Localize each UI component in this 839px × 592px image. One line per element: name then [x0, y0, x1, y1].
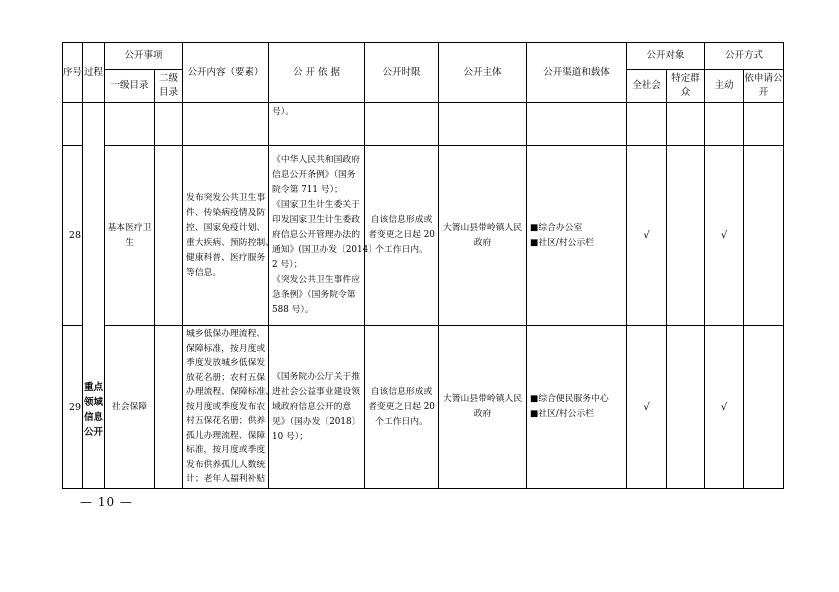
header-seq: 序号: [63, 43, 83, 103]
basis-line: 《中华人民共和国政府: [272, 155, 360, 165]
header-public-items: 公开事项: [105, 43, 183, 70]
basis-line: 《突发公共卫生事件应: [272, 275, 360, 285]
basis-line: 进社会公益事业建设领: [272, 386, 360, 397]
basis-line: 域政府信息公开的意: [272, 401, 352, 412]
header-channel: 公开渠道和载体: [527, 43, 627, 103]
channel-cell: ■综合便民服务中心 ■社区/村公示栏: [527, 326, 627, 489]
subject-cell: 大箐山县带岭镇人民 政府: [439, 146, 527, 326]
content-line: 标准，按月度或季度: [186, 445, 266, 456]
subject-cell: 大箐山县带岭镇人民 政府: [439, 326, 527, 489]
basis-line: 见》（国办发〔2018〕: [272, 416, 361, 427]
level1-cell: 社会保障: [105, 326, 155, 489]
header-content: 公开内容（要素）: [183, 43, 269, 103]
target-specific-check: [667, 146, 705, 326]
basis-line: 《国家卫生计生委关于: [272, 200, 360, 210]
content-line: 城乡低保办理流程、: [186, 329, 266, 340]
time-limit-cell: 自该信息形成或 者变更之日起 20 个工作日内。: [365, 146, 439, 326]
channel-cell: ■综合办公室 ■社区/村公示栏: [527, 146, 627, 326]
header-target-specific: 特定群众: [667, 70, 705, 103]
basis-cell: [269, 103, 365, 146]
page-number: — 10 —: [80, 495, 133, 509]
time-limit-cell: 自该信息形成或 者变更之日起 20 个工作日内。: [365, 326, 439, 489]
header-process: 过程: [83, 43, 105, 103]
target-all-check: √: [627, 326, 667, 489]
basis-cell: [269, 146, 378, 326]
content-line: 件、传染病疫情及防: [186, 207, 266, 218]
table-row: [63, 146, 784, 326]
basis-line: 信息公开条例》（国务: [272, 170, 356, 180]
content-line: 办理流程、保障标准、: [186, 387, 274, 398]
content-line: 等信息。: [186, 267, 222, 278]
row-number: 29: [63, 326, 83, 489]
header-method: 公开方式: [705, 43, 784, 70]
content-line: 村五保花名册；供养: [186, 416, 266, 427]
content-cell: [183, 326, 274, 489]
content-line: 计；老年人福利补贴: [186, 474, 266, 485]
header-level2: 二级目录: [155, 70, 183, 103]
basis-line: 院令第 711 号）；: [272, 185, 343, 195]
process-cell: [83, 103, 105, 489]
content-line: 发布突发公共卫生事: [186, 192, 266, 203]
basis-line: 《国务院办公厅关于推: [272, 371, 360, 382]
table-row: [63, 103, 784, 146]
header-target-all: 全社会: [627, 70, 667, 103]
content-line: 重大疾病、预防控制、: [186, 237, 274, 248]
basis-line: 2 号）；: [272, 260, 303, 270]
basis-line: 10 号）；: [272, 431, 308, 442]
content-line: 季度发放城乡低保发: [186, 358, 266, 369]
target-specific-check: [667, 326, 705, 489]
basis-line: 府信息公开管理办法的: [272, 230, 360, 240]
content-line: 保障标准，按月度或: [186, 343, 266, 354]
content-line: 发布供养孤儿人数统: [186, 459, 266, 470]
disclosure-table: [62, 42, 784, 489]
header-time-limit: 公开时限: [365, 43, 439, 103]
method-request-check: [744, 326, 784, 489]
process-label: 重点领域信息公开: [83, 382, 103, 438]
row-number: 28: [63, 146, 83, 326]
content-line: 放花名册；农村五保: [186, 372, 266, 383]
basis-line: 号）。: [272, 107, 295, 117]
method-active-check: √: [705, 326, 744, 489]
target-all-check: √: [627, 146, 667, 326]
header-level1: 一级目录: [105, 70, 155, 103]
header-row-1: [63, 43, 784, 70]
header-method-request: 依申请公开: [744, 70, 784, 103]
content-line: 健康科普、医疗服务: [186, 252, 266, 263]
basis-line: 588 号）。: [272, 305, 314, 315]
header-target: 公开对象: [627, 43, 705, 70]
header-subject: 公开主体: [439, 43, 527, 103]
content-cell: [183, 146, 274, 326]
header-basis: 公 开 依 据: [269, 43, 365, 103]
table-row: [63, 326, 784, 489]
basis-line: 急条例》（国务院令第: [272, 290, 356, 300]
method-request-check: [744, 146, 784, 326]
header-method-active: 主动: [705, 70, 744, 103]
level1-cell: 基本医疗卫生: [105, 146, 155, 326]
content-line: 孤儿办理流程、保障: [186, 430, 266, 441]
basis-line: 通知》(国卫办发〔2014〕: [272, 245, 378, 255]
basis-line: 印发国家卫生计生委政: [272, 215, 360, 225]
method-active-check: √: [705, 146, 744, 326]
basis-cell: [269, 326, 365, 489]
content-line: 按月度或季度发布农: [186, 401, 266, 412]
content-line: 控、国家免疫计划、: [186, 222, 266, 233]
